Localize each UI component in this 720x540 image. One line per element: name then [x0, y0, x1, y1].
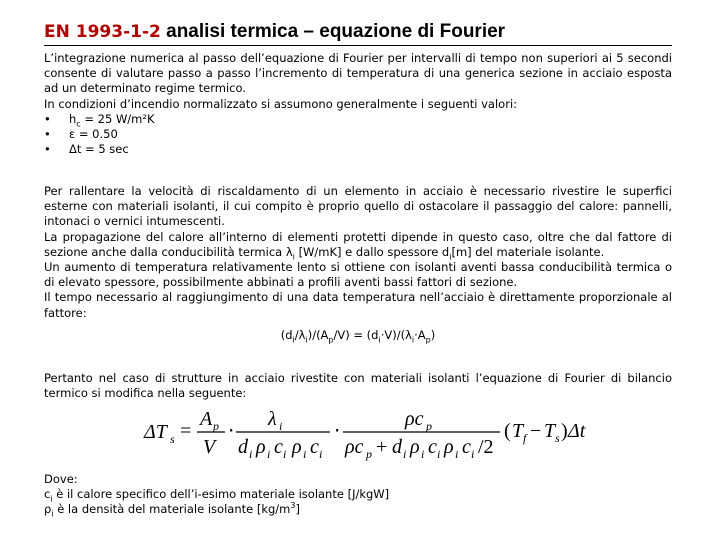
title-underline — [44, 45, 672, 46]
definition-density: $\rho_i$ è la densità del materiale isolante $[kg/m^3]$ — [44, 501, 300, 519]
time-paragraph: Il tempo necessario al raggiungimento di una data temperatura nell’acciaio è direttamente proporzionale al fattore: — [44, 290, 672, 320]
svg-text:): ) — [561, 420, 568, 442]
conditions-paragraph: In condizioni d’incendio normalizzato si assumono generalmente i seguenti valori: — [44, 96, 518, 111]
propagation-paragraph: La propagazione del calore all’interno di elementi protetti dipende in questo caso, oltre che dal fattore di sezione anche dalla conducibilità termica $\lambda_i$ [W/mK] e dallo spessore $d_i[m]$ del materiale isolante. — [44, 229, 672, 262]
svg-text:c: c — [310, 436, 319, 458]
svg-text:p: p — [426, 419, 432, 433]
svg-text:λ: λ — [268, 408, 277, 430]
svg-text:i: i — [279, 419, 283, 433]
svg-text:s: s — [555, 431, 560, 445]
svg-text:c: c — [462, 436, 471, 458]
svg-text:ρ: ρ — [444, 436, 454, 458]
svg-text:⋅: ⋅ — [334, 420, 341, 442]
svg-text:f: f — [523, 431, 527, 445]
svg-text:⋅: ⋅ — [228, 420, 235, 442]
equation-intro-block — [44, 371, 672, 401]
svg-text:ΔT: ΔT — [144, 421, 167, 443]
definition-specific-heat: $c_i$ è il calore specifico dell’i-esimo materiale isolante [J/kgW] — [44, 487, 390, 504]
fourier-equation — [140, 402, 586, 462]
svg-text:+: + — [376, 436, 388, 458]
svg-text:i: i — [249, 447, 253, 461]
svg-text:ρc: ρc — [345, 436, 364, 458]
svg-text:i: i — [283, 447, 287, 461]
svg-text:i: i — [319, 447, 323, 461]
svg-text:d: d — [238, 436, 248, 458]
svg-text:p: p — [213, 419, 219, 433]
svg-text:−: − — [530, 420, 542, 442]
svg-text:Δt: Δt — [568, 420, 586, 442]
where-label: Dove: — [44, 472, 78, 486]
svg-text:/2: /2 — [478, 436, 494, 458]
equation-intro-paragraph: Pertanto nel caso di strutture in acciaio rivestite con materiali isolanti l’equazione di Fourier di bilancio termico si modifica nella seguente: — [44, 371, 672, 401]
intro-block — [44, 51, 672, 157]
svg-text:i: i — [267, 447, 271, 461]
svg-text:s: s — [170, 432, 175, 446]
svg-text:c: c — [428, 436, 437, 458]
title-text: analisi termica – equazione di Fourier — [160, 21, 506, 42]
insulation-block — [44, 184, 672, 343]
svg-text:i: i — [303, 447, 307, 461]
list-item: • $h_c = 25$ W/m²K — [44, 112, 672, 127]
svg-text:ρ: ρ — [292, 436, 302, 458]
svg-text:V: V — [203, 436, 216, 458]
svg-text:c: c — [274, 436, 283, 458]
slide-title — [44, 21, 505, 43]
intro-paragraph: L’integrazione numerica al passo dell’equazione di Fourier per intervalli di tempo non superiori ai 5 secondi consente di valutare passo a passo l’incremento di temperatura di una generica sezione in acciaio esposta ad un determinato regime termico. — [44, 51, 672, 96]
svg-text:=: = — [180, 420, 192, 442]
svg-text:T: T — [512, 420, 524, 442]
values-list — [44, 112, 672, 158]
standard-code: EN 1993-1-2 — [44, 22, 161, 42]
svg-text:i: i — [455, 447, 459, 461]
svg-text:i: i — [437, 447, 441, 461]
svg-text:d: d — [392, 436, 402, 458]
svg-text:i: i — [403, 447, 407, 461]
svg-text:ρ: ρ — [256, 436, 266, 458]
svg-text:i: i — [421, 447, 425, 461]
svg-text:p: p — [366, 447, 372, 461]
list-item: • Δt = 5 sec — [44, 142, 672, 157]
list-item: • ε = 0.50 — [44, 127, 672, 142]
svg-text:(: ( — [504, 420, 511, 442]
definitions-block — [44, 472, 672, 518]
svg-text:i: i — [471, 447, 475, 461]
section-factor: $(d_i/\lambda_i)/(A_p/V) = (d_i\cdot V)/(\lambda_i\cdot A_p)$ — [280, 327, 436, 345]
svg-text:ρ: ρ — [410, 436, 420, 458]
svg-text:ρc: ρc — [405, 408, 424, 430]
increase-paragraph: Un aumento di temperatura relativamente lento si ottiene con isolanti aventi bassa conducibilità termica o di elevato spessore, possibilmente abbinati a profili aventi bassi fattori di sezione. — [44, 260, 672, 290]
insulation-paragraph: Per rallentare la velocità di riscaldamento di un elemento in acciaio è necessario rivestire le superfici esterne con materiali isolanti, il cui compito è proprio quello di ostacolare il passaggio del calore: pannelli, intonaci o vernici intumescenti. — [44, 184, 672, 229]
svg-text:T: T — [544, 420, 556, 442]
svg-text:A: A — [200, 408, 213, 430]
